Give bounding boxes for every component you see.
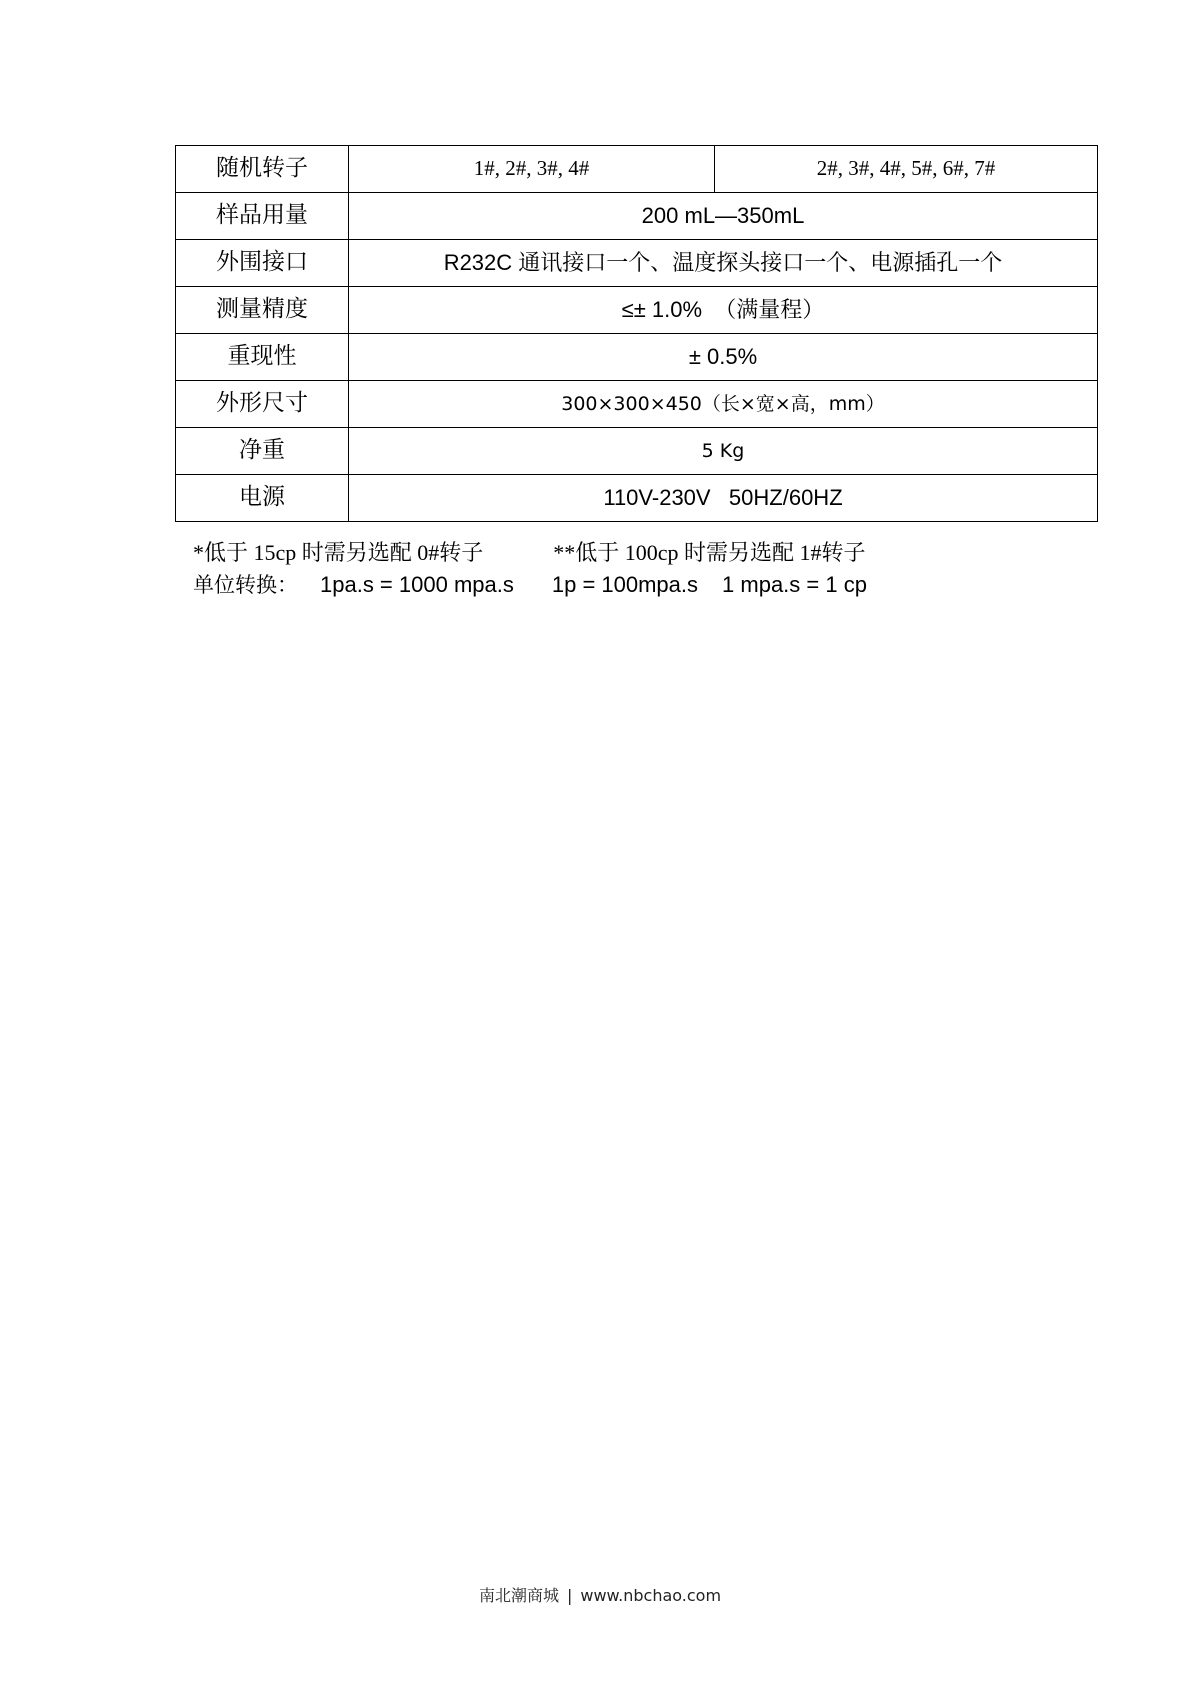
table-row-accuracy [176,287,1098,334]
unit-conversion-line [193,569,867,599]
rotor-note-line [193,536,866,567]
footer-separator: | [566,1586,573,1605]
repeatability-value: ± 0.5% [349,334,1098,381]
table-row-interface [176,240,1098,287]
spec-table [175,145,1098,522]
sample-volume-value: 200 mL—350mL [349,193,1098,240]
row-label-repeatability: 重现性 [176,334,349,381]
table-row-sample-volume [176,193,1098,240]
row-label-accuracy: 测量精度 [176,287,349,334]
unit-conversion-label: 单位转换： [193,573,298,597]
row-label-rotor: 随机转子 [176,146,349,193]
table-row-net-weight [176,428,1098,475]
unit-conversion-3: 1 mpa.s = 1 cp [722,572,867,597]
row-label-dimensions: 外形尺寸 [176,381,349,428]
row-label-sample-volume: 样品用量 [176,193,349,240]
interface-value: R232C 通讯接口一个、温度探头接口一个、电源插孔一个 [349,240,1098,287]
footer-url[interactable]: www.nbchao.com [580,1586,722,1605]
unit-conversion-1: 1pa.s = 1000 mpa.s [320,572,514,597]
net-weight-value: 5 Kg [349,428,1098,475]
page-footer [0,1583,1200,1606]
table-row-dimensions [176,381,1098,428]
rotor-value-right: 2#, 3#, 4#, 5#, 6#, 7# [715,146,1098,193]
rotor-value-left: 1#, 2#, 3#, 4# [349,146,715,193]
footer-site-name: 南北潮商城 [478,1586,559,1605]
unit-conversion-2: 1p = 100mpa.s [551,572,699,597]
rotor-note-b: **低于 100cp 时需另选配 1#转子 [553,540,866,565]
row-label-power: 电源 [176,475,349,522]
power-value: 110V-230V 50HZ/60HZ [349,475,1098,522]
rotor-note-a: *低于 15cp 时需另选配 0#转子 [193,540,484,565]
table-row-repeatability [176,334,1098,381]
row-label-net-weight: 净重 [176,428,349,475]
row-label-interface: 外围接口 [176,240,349,287]
table-row-rotor [176,146,1098,193]
dimensions-value: 300×300×450（长×宽×高，mm） [349,381,1098,428]
accuracy-value: ≤± 1.0% （满量程） [349,287,1098,334]
table-row-power [176,475,1098,522]
